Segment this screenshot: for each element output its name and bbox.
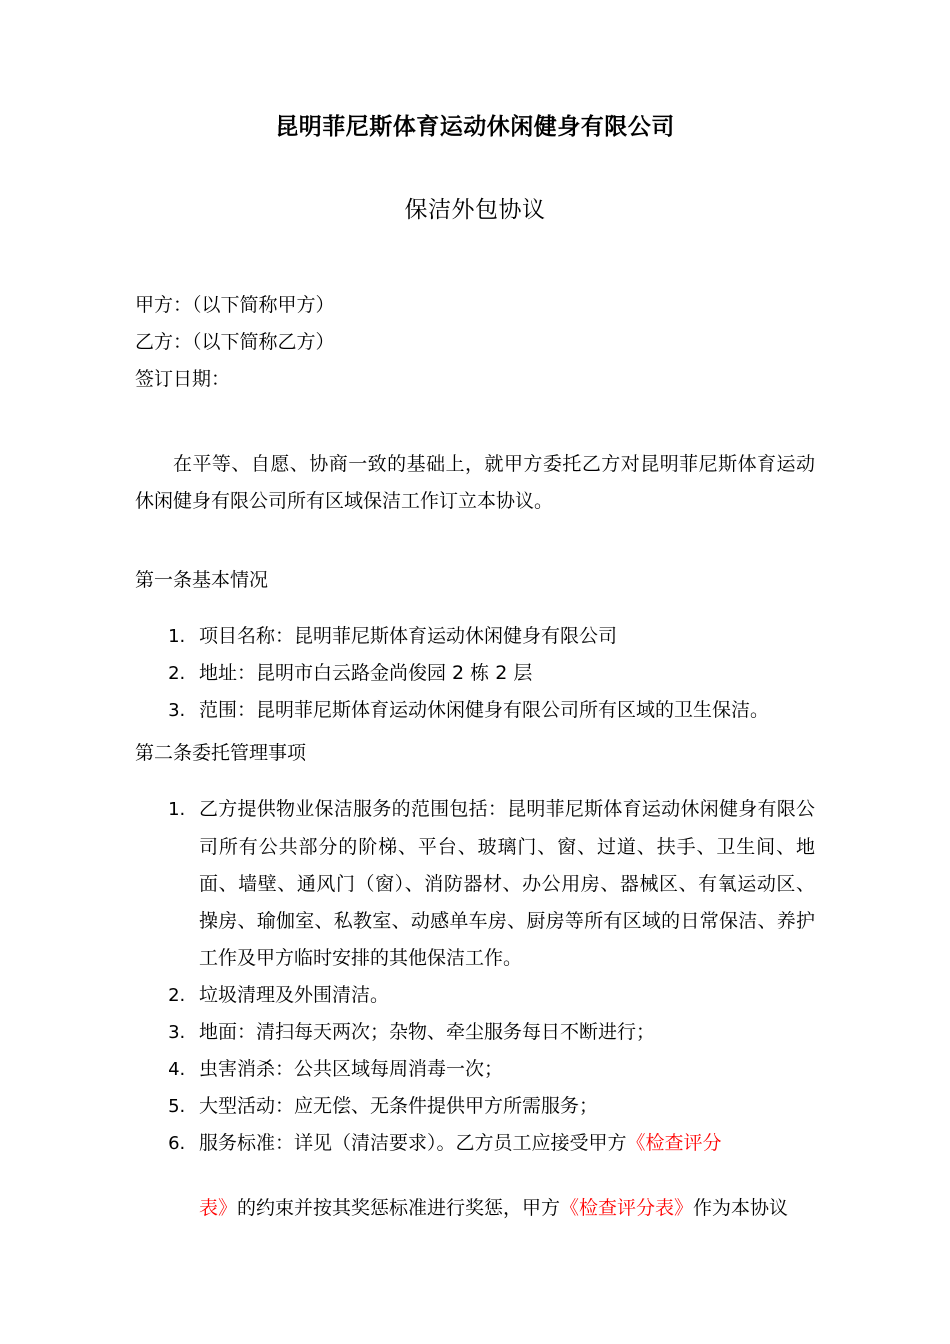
- document-title: 昆明菲尼斯体育运动休闲健身有限公司: [275, 114, 675, 140]
- service-standard-text-1: 服务标准：详见（清洁要求）。乙方员工应接受甲方: [199, 1131, 627, 1154]
- list-item: 2. 垃圾清理及外围清洁。: [191, 977, 815, 1014]
- list-item: 2. 地址：昆明市白云路金尚俊园 2 栋 2 层: [191, 655, 815, 692]
- list-item: 4. 虫害消杀：公共区域每周消毒一次；: [191, 1051, 815, 1088]
- line-gap: [199, 1162, 815, 1190]
- section-one-list: [135, 618, 815, 729]
- service-standard-red-2: 表》: [199, 1196, 238, 1219]
- section-one-heading: 第一条基本情况: [135, 569, 269, 592]
- party-line-b: 乙方：（以下简称乙方）: [135, 331, 335, 354]
- list-item: 1. 乙方提供物业保洁服务的范围包括：昆明菲尼斯体育运动休闲健身有限公司所有公共部分的阶梯、平台、玻璃门、窗、过道、扶手、卫生间、地面、墙壁、通风门（窗）、消防器材、办公用房、器械区、有氧运动区、操房、瑜伽室、私教室、动感单车房、厨房等所有区域的日常保洁、养护工作及甲方临时安排的其他保洁工作。: [191, 791, 815, 976]
- document-subtitle: 保洁外包协议: [404, 196, 546, 223]
- signing-date-line: 签订日期：: [135, 368, 231, 391]
- service-standard-text-3: 作为本协议: [693, 1196, 789, 1219]
- list-item: 1. 项目名称：昆明菲尼斯体育运动休闲健身有限公司: [191, 618, 815, 655]
- service-standard-red-1: 《检查评分: [626, 1131, 722, 1154]
- preamble-paragraph: 在平等、自愿、协商一致的基础上，就甲方委托乙方对昆明菲尼斯体育运动休闲健身有限公司所有区域保洁工作订立本协议。: [135, 453, 815, 513]
- service-standard-red-3: 《检查评分表》: [560, 1196, 694, 1219]
- party-block: [135, 287, 815, 398]
- list-item-service-standard: [191, 1125, 815, 1227]
- section-two-list: [135, 791, 815, 1227]
- service-standard-text-2: 的约束并按其奖惩标准进行奖惩，甲方: [237, 1196, 561, 1219]
- party-line-a: 甲方：（以下简称甲方）: [135, 294, 335, 316]
- list-item: 5. 大型活动：应无偿、无条件提供甲方所需服务；: [191, 1088, 815, 1125]
- list-item: 3. 范围：昆明菲尼斯体育运动休闲健身有限公司所有区域的卫生保洁。: [191, 692, 815, 729]
- section-two-heading: 第二条委托管理事项: [135, 742, 307, 765]
- list-item: 3. 地面：清扫每天两次；杂物、牵尘服务每日不断进行；: [191, 1014, 815, 1051]
